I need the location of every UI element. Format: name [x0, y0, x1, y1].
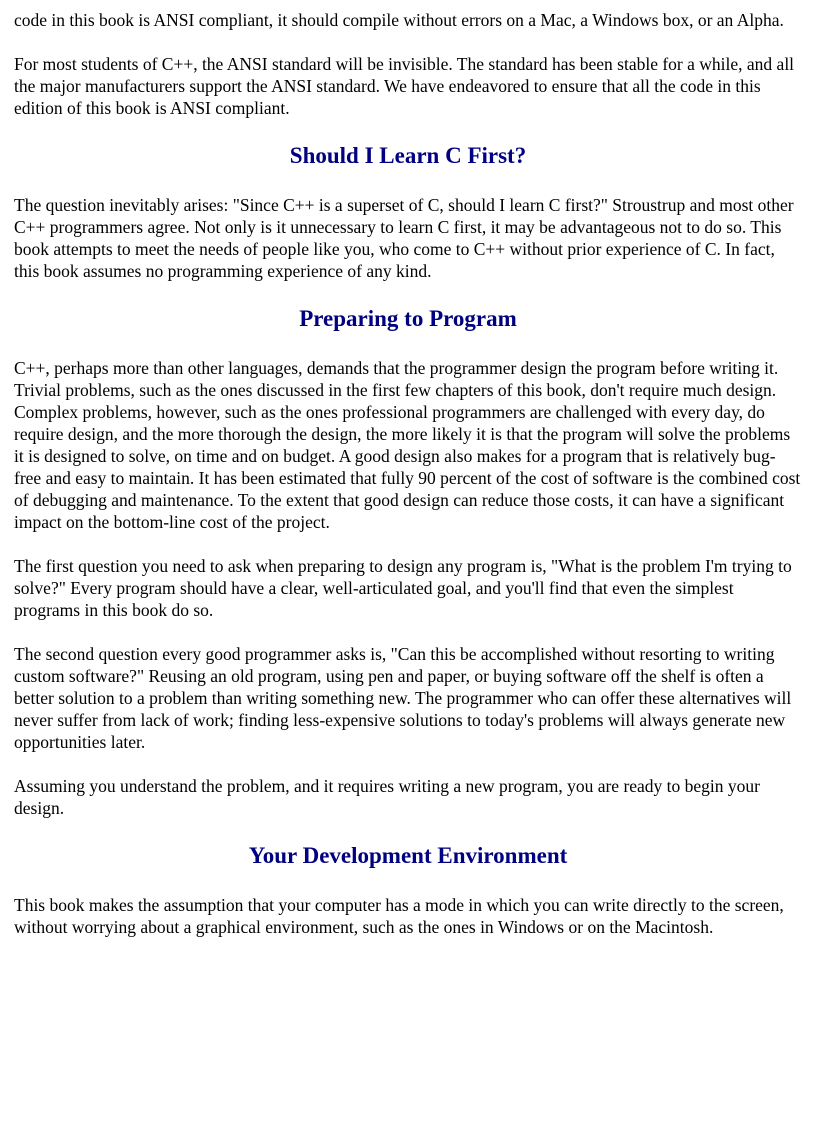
intro-paragraph-2: For most students of C++, the ANSI standard will be invisible. The standard has been stable for a while, and all the major manufacturers support the ANSI standard. We have endeavored to ensure that all the code in this edition of this book is ANSI compliant. — [14, 54, 795, 118]
paragraph-development-environment: This book makes the assumption that your computer has a mode in which you can write directly to the screen, without worrying about a graphical environment, such as the ones in Windows or on the Macintosh. — [14, 895, 784, 937]
intro-paragraph-1: code in this book is ANSI compliant, it should compile without errors on a Mac, a Windows box, or an Alpha. — [14, 10, 784, 30]
paragraph-learn-c-first: The question inevitably arises: "Since C++ is a superset of C, should I learn C first?" Stroustrup and most other C++ programmers agree. Not only is it unnecessary to learn C first, it may be advantageous not to do so. This book attempts to meet the needs of people like you, who come to C++ without prior experience of C. In fact, this book assumes no programming experience of any kind. — [14, 195, 794, 281]
paragraph-preparing-1: C++, perhaps more than other languages, demands that the programmer design the program before writing it. Trivial problems, such as the ones discussed in the first few chapters of this book, don't require much design. Complex problems, however, such as the ones professional programmers are challenged with every day, do require design, and the more thorough the design, the more likely it is that the program will solve the problems it is designed to solve, on time and on budget. A good design also makes for a program that is relatively bug-free and easy to maintain. It has been estimated that fully 90 percent of the cost of software is the combined cost of debugging and maintenance. To the extent that good design can reduce those costs, it can have a significant impact on the bottom-line cost of the project. — [14, 358, 801, 532]
paragraph-preparing-4: Assuming you understand the problem, and it requires writing a new program, you are ready to begin your design. — [14, 776, 760, 818]
paragraph-preparing-3: The second question every good programmer asks is, "Can this be accomplished without resorting to writing custom software?" Reusing an old program, using pen and paper, or buying software off the shelf is often a better solution to a problem than writing something new. The programmer who can offer these alternatives will never suffer from lack of work; finding less-expensive solutions to today's problems will always generate new opportunities later. — [14, 644, 792, 752]
section-heading-development-environment: Your Development Environment — [248, 843, 568, 868]
section-heading-preparing-to-program: Preparing to Program — [299, 306, 517, 331]
paragraph-preparing-2: The first question you need to ask when preparing to design any program is, "What is the problem I'm trying to solve?" Every program should have a clear, well-articulated goal, and you'll find that even the simplest programs in this book do so. — [14, 556, 792, 620]
section-heading-learn-c-first: Should I Learn C First? — [289, 143, 527, 168]
document-page — [0, 9, 816, 938]
